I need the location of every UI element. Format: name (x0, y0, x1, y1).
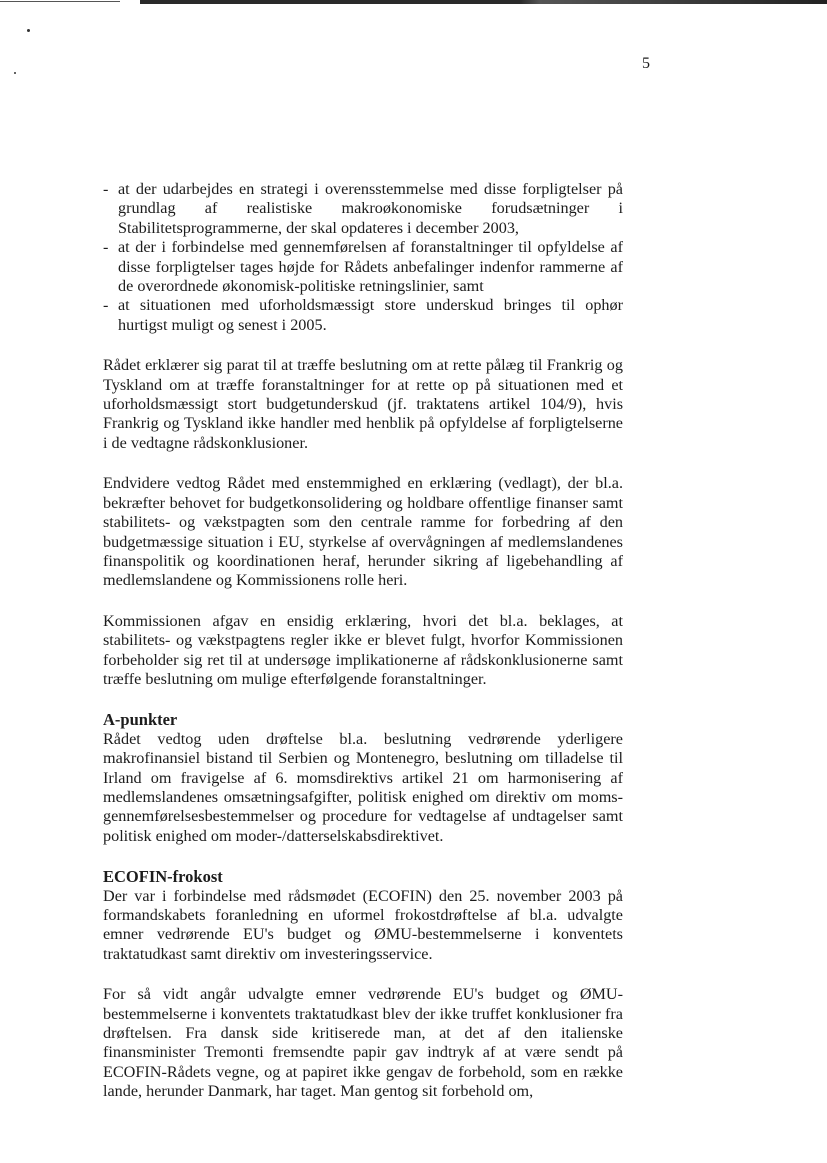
closing-paragraph: For så vidt angår udvalgte emner vedrørende EU's budget og ØMU-bestemmelserne i konventets traktatudkast blev der ikke truffet konklusioner fra drøftelsen. Fra dansk side kritiserede man, at det af den italienske finansminister Tremonti fremsendte papir gav indtryk af at være sendt på ECOFIN-Rådets vegne, og at papiret ikke gengav de forbehold, som en række lande, herunder Danmark, har taget. Man gentog sit forbehold om, (103, 985, 623, 1101)
dash-marker: - (103, 238, 109, 257)
dash-marker: - (103, 180, 109, 198)
list-item (103, 238, 623, 296)
a-punkter-text: Rådet vedtog uden drøftelse bl.a. beslutning vedrørende yderligere makrofinansiel bistand til Serbien og Montenegro, beslutning om tilladelse til Irland om fravigelse af 6. momsdirektivs artikel 21 om harmonisering af medlemslandenes omsætningsafgifter, politisk enighed om direktiv om moms-gennemførelsesbestemmelser og procedure for vedtagelse af undtagelser samt politisk enighed om moder-/datterselskabsdirektivet. (103, 729, 623, 845)
scan-speck (27, 29, 30, 32)
top-border-line (0, 0, 827, 4)
list-item (103, 296, 623, 335)
ecofin-text: Der var i forbindelse med rådsmødet (ECOFIN) den 25. november 2003 på formandskabets foranledning en uformel frokostdrøftelse af bl.a. udvalgte emner vedrørende EU's budget og ØMU-bestemmelserne i konventets traktatudkast samt direktiv om investeringsservice. (103, 886, 623, 963)
dash-marker: - (103, 296, 109, 315)
requirement-list (103, 180, 623, 335)
page-number: 5 (642, 55, 650, 72)
list-item (103, 180, 623, 238)
document-body (103, 180, 623, 1102)
list-item-text: at der udarbejdes en strategi i overensstemmelse med disse forpligtelser på grundlag af realistiske makroøkonomiske forudsætninger i Stabilitetsprogrammerne, der skal opdateres i december 2003, (118, 180, 623, 237)
paragraph-council-declaration: Rådet erklærer sig parat til at træffe beslutning om at rette pålæg til Frankrig og Tyskland om at træffe foranstaltninger for at rette op på situationen med et uforholdsmæssigt stort budgetunderskud (jf. traktatens artikel 104/9), hvis Frankrig og Tyskland ikke handler med henblik på opfyldelse af forpligtelserne i de vedtagne rådskonklusioner. (103, 356, 623, 452)
paragraph-commission-statement: Kommissionen afgav en ensidig erklæring, hvori det bl.a. beklages, at stabilitets- og vækstpagtens regler ikke er blevet fulgt, hvorfor Kommissionen forbeholder sig ret til at undersøge implikationerne af rådskonklusionerne samt træffe beslutning om mulige efterfølgende foranstaltninger. (103, 611, 623, 688)
paragraph-unanimous-declaration: Endvidere vedtog Rådet med enstemmighed en erklæring (vedlagt), der bl.a. bekræfter behovet for budgetkonsolidering og holdbare offentlige finanser samt stabilitets- og vækstpagten som den centrale ramme for forbedring af den budgetmæssige situation i EU, styrkelse af overvågningen af medlemslandenes finanspolitik og koordinationen heraf, herunder sikring af ligebehandling af medlemslandene og Kommissionens rolle heri. (103, 474, 623, 590)
top-border-line-left (0, 1, 120, 2)
list-item-text: at der i forbindelse med gennemførelsen af foranstaltninger til opfyldelse af disse forpligtelser tages højde for Rådets anbefalinger indenfor rammerne af de overordnede økonomisk-politiske retningslinier, samt (118, 238, 623, 296)
a-punkter-heading: A-punkter (103, 710, 178, 730)
list-item-text: at situationen med uforholdsmæssigt store underskud bringes til ophør hurtigst muligt og senest i 2005. (118, 296, 623, 334)
ecofin-heading: ECOFIN-frokost (103, 867, 223, 887)
scan-speck (14, 72, 16, 74)
